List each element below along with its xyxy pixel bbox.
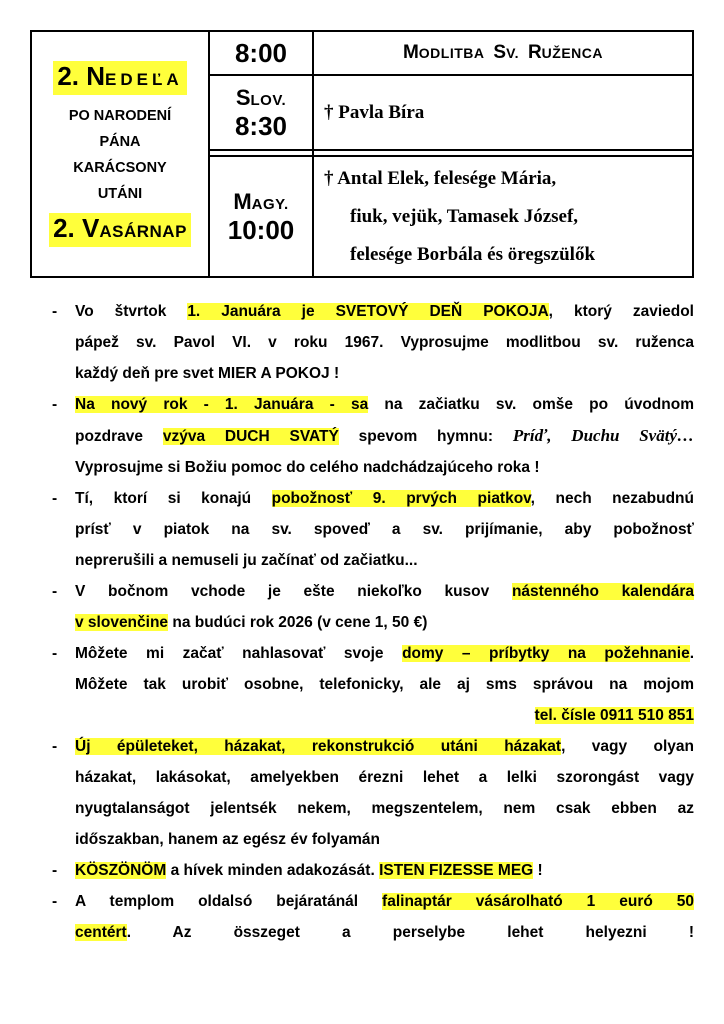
announcement-line xyxy=(75,886,694,917)
announcement-item xyxy=(48,296,694,389)
intention-line: fiuk, vejük, Tamasek József, xyxy=(350,205,579,227)
text-span: Príď, Duchu Svätý… xyxy=(512,426,695,445)
announcement-line xyxy=(75,576,694,607)
announcement-line xyxy=(75,452,694,483)
text-span: nyugtalanságot jelentsék nekem, megszentelem, nem csak ebben az xyxy=(75,800,694,817)
highlighted-text: vzýva DUCH SVATÝ xyxy=(162,428,339,445)
text-span: . Az összeget a perselybe lehet helyezni ! xyxy=(126,924,694,941)
mass-time: 10:00 xyxy=(227,214,295,245)
day-cell xyxy=(32,32,208,276)
bullet-dash: - xyxy=(52,893,58,910)
highlighted-text: Új épületeket, házakat, rekonstrukció utáni házakat xyxy=(75,738,562,755)
text-span: spevom hymnu: xyxy=(338,428,513,445)
subtitle-line: PO NARODENÍ xyxy=(68,108,172,124)
mass-intention xyxy=(314,32,692,74)
highlighted-text: domy – príbytky na požehnanie xyxy=(402,645,690,662)
announcement-line xyxy=(75,514,694,545)
highlighted-text: Na nový rok - 1. Januára - sa xyxy=(75,396,369,413)
day-number: 2. xyxy=(57,61,80,91)
mass-schedule-table xyxy=(30,30,694,278)
text-span: A templom oldalsó bejáratánál xyxy=(75,893,383,910)
text-span: Môžete tak urobiť osobne, telefonicky, ale aj sms správou na mojom xyxy=(75,676,694,693)
announcement-line xyxy=(75,762,694,793)
text-span: Môžete mi začať nahlasovať svoje xyxy=(75,645,403,662)
bullet-dash: - xyxy=(52,645,58,662)
day-title-sk xyxy=(53,61,186,95)
text-span: időszakban, hanem az egész év folyamán xyxy=(75,831,380,848)
text-span: na začiatku sv. omše po úvodnom xyxy=(368,396,694,413)
text-span: na budúci rok 2026 (v cene 1, 50 €) xyxy=(168,614,428,631)
highlighted-text: 1. Januára je SVETOVÝ DEŇ POKOJA xyxy=(187,303,549,320)
bullet-dash: - xyxy=(52,738,58,755)
subtitle-line: PÁNA xyxy=(99,134,141,150)
intention-text: † Pavla Bíra xyxy=(324,101,425,123)
day-title-hu xyxy=(49,213,191,247)
announcement-item xyxy=(48,638,694,731)
bullet-dash: - xyxy=(52,303,58,320)
announcement-line xyxy=(75,545,694,576)
announcement-item xyxy=(48,483,694,576)
subtitle-line: UTÁNI xyxy=(97,186,143,202)
day-word: VASÁRNAP xyxy=(82,213,187,243)
announcement-line xyxy=(75,917,694,948)
highlighted-text: centért xyxy=(75,924,127,941)
text-span: , vagy olyan xyxy=(561,738,694,755)
text-span: , ktorý zaviedol xyxy=(548,303,694,320)
announcement-item xyxy=(48,389,694,483)
mass-intention xyxy=(314,157,692,276)
mass-time: 8:00 xyxy=(234,38,288,68)
intention-line: felesége Borbála és öregszülők xyxy=(350,243,596,265)
announcement-item xyxy=(48,886,694,948)
announcement-line xyxy=(75,483,694,514)
highlighted-text: falinaptár vásárolható 1 euró 50 xyxy=(382,893,694,910)
announcement-line xyxy=(75,855,694,886)
text-span: Vo štvrtok xyxy=(75,303,188,320)
language-label: SLOV. xyxy=(235,84,287,110)
announcement-line xyxy=(75,389,694,420)
announcement-line xyxy=(75,700,694,731)
bullet-dash: - xyxy=(52,583,58,600)
text-span: ! xyxy=(533,862,543,879)
text-span: házakat, lakásokat, amelyekben érezni lehet a lelki szorongást vagy xyxy=(75,769,694,786)
announcement-line xyxy=(75,358,694,389)
announcement-line xyxy=(75,607,694,638)
announcement-line xyxy=(75,638,694,669)
highlighted-text: pobožnosť 9. prvých piatkov xyxy=(271,490,531,507)
announcement-line xyxy=(75,731,694,762)
day-subtitle xyxy=(69,103,171,207)
highlighted-text: KÖSZÖNÖM xyxy=(75,862,167,879)
highlighted-text: tel. čísle 0911 510 851 xyxy=(534,707,694,724)
highlighted-text: nástenného kalendára xyxy=(511,583,694,600)
intention-text: MODLITBA SV. RUŽENCA xyxy=(402,42,604,63)
highlighted-text: ISTEN FIZESSE MEG xyxy=(379,862,534,879)
announcement-line xyxy=(75,669,694,700)
mass-language xyxy=(236,85,286,111)
day-word: NEDEĽA xyxy=(86,61,183,91)
text-span: . xyxy=(689,645,695,662)
mass-time-cell xyxy=(210,157,312,276)
announcement-line xyxy=(75,327,694,358)
bullet-dash: - xyxy=(52,490,58,507)
text-span: neprerušili a nemuseli ju začínať od začiatku... xyxy=(75,552,418,569)
text-span: Vyprosujme si Božiu pomoc do celého nadchádzajúceho roka ! xyxy=(75,459,540,476)
text-span: prísť v piatok na sv. spoveď a sv. prijímanie, aby pobožnosť xyxy=(75,521,694,538)
announcement-line xyxy=(75,824,694,855)
announcement-item xyxy=(48,576,694,638)
text-span: pápež sv. Pavol VI. v roku 1967. Vyprosujme modlitbou sv. ruženca xyxy=(75,334,694,351)
announcement-line xyxy=(75,793,694,824)
announcement-line xyxy=(75,420,694,452)
bullet-dash: - xyxy=(52,396,58,413)
bullet-dash: - xyxy=(52,862,58,879)
table-divider xyxy=(210,149,692,151)
announcements-list xyxy=(48,296,694,948)
text-span: V bočnom vchode je ešte niekoľko kusov xyxy=(75,583,512,600)
text-span: Tí, ktorí si konajú xyxy=(75,490,272,507)
language-label: MAGY. xyxy=(233,188,289,214)
mass-time: 8:30 xyxy=(234,110,288,141)
intention-line: † Antal Elek, felesége Mária, xyxy=(324,167,557,189)
text-span: , nech nezabudnú xyxy=(530,490,694,507)
highlighted-text: v slovenčine xyxy=(75,614,169,631)
mass-time-cell xyxy=(210,76,312,149)
announcement-item xyxy=(48,855,694,886)
announcement-line xyxy=(75,296,694,327)
text-span: a hívek minden adakozását. xyxy=(166,862,380,879)
day-number: 2. xyxy=(53,213,75,243)
text-span: každý deň pre svet MIER A POKOJ ! xyxy=(75,365,340,382)
subtitle-line: KARÁCSONY xyxy=(73,160,167,176)
text-span: pozdrave xyxy=(75,428,163,445)
mass-intention xyxy=(314,76,692,149)
announcement-item xyxy=(48,731,694,855)
mass-language xyxy=(233,189,288,215)
